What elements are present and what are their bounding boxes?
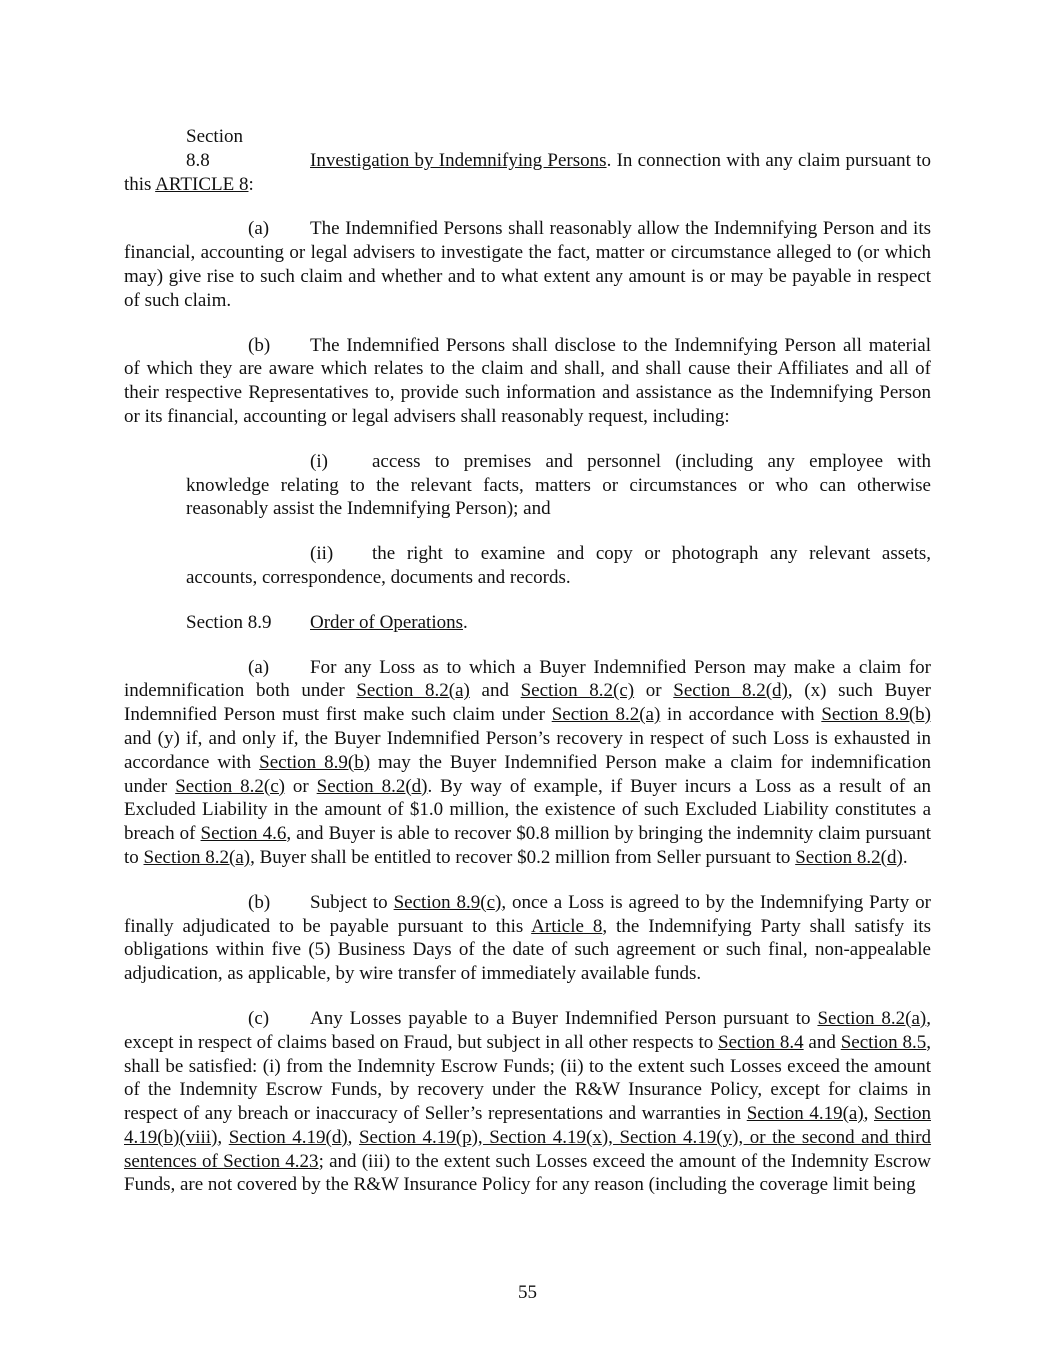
clause-8-8-b-i (186, 450, 931, 521)
section-label: Section 8.8 (186, 126, 243, 171)
cross-reference: Section 8.2(a) (143, 846, 251, 868)
paragraph-marker: (b) (248, 891, 271, 913)
paragraph-marker: (a) (248, 218, 270, 240)
paragraph-marker: (b) (248, 334, 271, 356)
paragraph-8-8-a (124, 217, 931, 312)
section-title: Investigation by Indemnifying Persons (310, 149, 607, 171)
document-page (124, 125, 931, 1197)
cross-reference: Section 8.2(a) (817, 1007, 927, 1029)
cross-reference: Section 8.9(b) (821, 704, 931, 726)
cross-reference: Section 4.19(p), Section 4.19(x), Section 4.19(y), or the second and third sentences of Section 4.23 (124, 1126, 932, 1172)
article-reference: ARTICLE 8 (155, 173, 249, 195)
clause-8-8-b-ii (186, 542, 931, 590)
section-8-8-heading: Section 8.8 Investigation by Indemnifying Persons. In connection with any claim pursuant to this ARTICLE 8: (124, 126, 932, 195)
cross-reference: Section 8.2(c) (175, 775, 285, 797)
paragraph-marker: (c) (248, 1007, 270, 1029)
cross-reference: Section 8.9(c) (393, 891, 502, 913)
cross-reference: Section 4.19(b)(viii) (124, 1103, 931, 1148)
paragraph-text: The Indemnified Persons shall reasonably allow the Indemnifying Person and its financial, accounting or legal advisers to investigate the fact, matter or circumstance alleged to (or which may) give rise to such claim and whether and to what extent any amount is or may be payable in respect of such claim. (124, 218, 931, 311)
clause-marker: (i) (310, 450, 328, 472)
cross-reference: Section 8.5 (840, 1031, 927, 1053)
cross-reference: Article 8 (531, 915, 603, 937)
section-8-9-heading: Section 8.9 Order of Operations. (186, 611, 468, 633)
cross-reference: Section 8.2(a) (356, 680, 470, 702)
cross-reference: Section 8.2(d) (316, 775, 428, 797)
paragraph-8-8-b (124, 334, 931, 429)
paragraph-8-9-c: (c) Any Losses payable to a Buyer Indemnified Person pursuant to Section 8.2(a), except in respect of claims based on Fraud, but subject in all other respects to Section 8.4 and Section 8.5, shall be satisfied: (i) from the Indemnity Escrow Funds; (ii) to the extent such Losses exceed the amount of the Indemnity Escrow Funds, by recovery under the R&W Insurance Policy, except for claims in respect of any breach or inaccuracy of Seller’s representations and warranties in Section 4.19(a), Section 4.19(b)(viii), Section 4.19(d), Section 4.19(p), Section 4.19(x), Section 4.19(y), or the second and third sentences of Section 4.23; and (iii) to the extent such Losses exceed the amount of the Indemnity Escrow Funds, are not covered by the R&W Insurance Policy for any reason (including the coverage limit being (124, 1007, 932, 1196)
paragraph-marker: (a) (248, 656, 270, 678)
paragraph-text: The Indemnified Persons shall disclose to the Indemnifying Person all material of which they are aware which relates to the claim and shall, and shall cause their Affiliates and all of their respective Representatives to, provide such information and assistance as the Indemnifying Person or its financial, accounting or legal advisers shall reasonably request, including: (124, 334, 931, 427)
cross-reference: Section 4.19(d) (228, 1126, 348, 1148)
paragraph-8-9-b: (b) Subject to Section 8.9(c), once a Loss is agreed to by the Indemnifying Party or finally adjudicated to be payable pursuant to this Article 8, the Indemnifying Party shall satisfy its obligations within five (5) Business Days of the date of such agreement or such final, non-appealable adjudication, as applicable, by wire transfer of immediately available funds. (124, 891, 932, 985)
cross-reference: Section 8.2(a) (551, 704, 661, 726)
clause-marker: (ii) (310, 543, 334, 565)
page-number: 55 (518, 1282, 537, 1303)
cross-reference: Section 4.19(a) (746, 1103, 864, 1125)
cross-reference: Section 8.2(d) (673, 680, 788, 702)
cross-reference: Section 8.2(c) (520, 680, 635, 702)
paragraph-8-9-a: (a) For any Loss as to which a Buyer Indemnified Person may make a claim for indemnification both under Section 8.2(a) and Section 8.2(c) or Section 8.2(d), (x) such Buyer Indemnified Person must first make such claim under Section 8.2(a) in accordance with Section 8.9(b) and (y) if, and only if, the Buyer Indemnified Person’s recovery in respect of such Loss is exhausted in accordance with Section 8.9(b) may the Buyer Indemnified Person make a claim for indemnification under Section 8.2(c) or Section 8.2(d). By way of example, if Buyer incurs a Loss as a result of an Excluded Liability in the amount of $1.0 million, the existence of such Excluded Liability constitutes a breach of Section 4.6, and Buyer is able to recover $0.8 million by bringing the indemnity claim pursuant to Section 8.2(a), Buyer shall be entitled to recover $0.2 million from Seller pursuant to Section 8.2(d). (124, 656, 932, 868)
cross-reference: Section 8.9(b) (259, 751, 371, 773)
section-title: Order of Operations (310, 611, 464, 633)
clause-text: the right to examine and copy or photograph any relevant assets, accounts, correspondence, documents and records. (186, 543, 931, 588)
clause-text: access to premises and personnel (including any employee with knowledge relating to the relevant facts, matters or circumstances or who can otherwise reasonably assist the Indemnifying Person); and (186, 450, 931, 520)
cross-reference: Section 8.2(d) (795, 846, 903, 868)
cross-reference: Section 8.4 (718, 1031, 804, 1053)
cross-reference: Section 4.6 (200, 823, 287, 845)
section-label: Section 8.9 (186, 611, 272, 633)
